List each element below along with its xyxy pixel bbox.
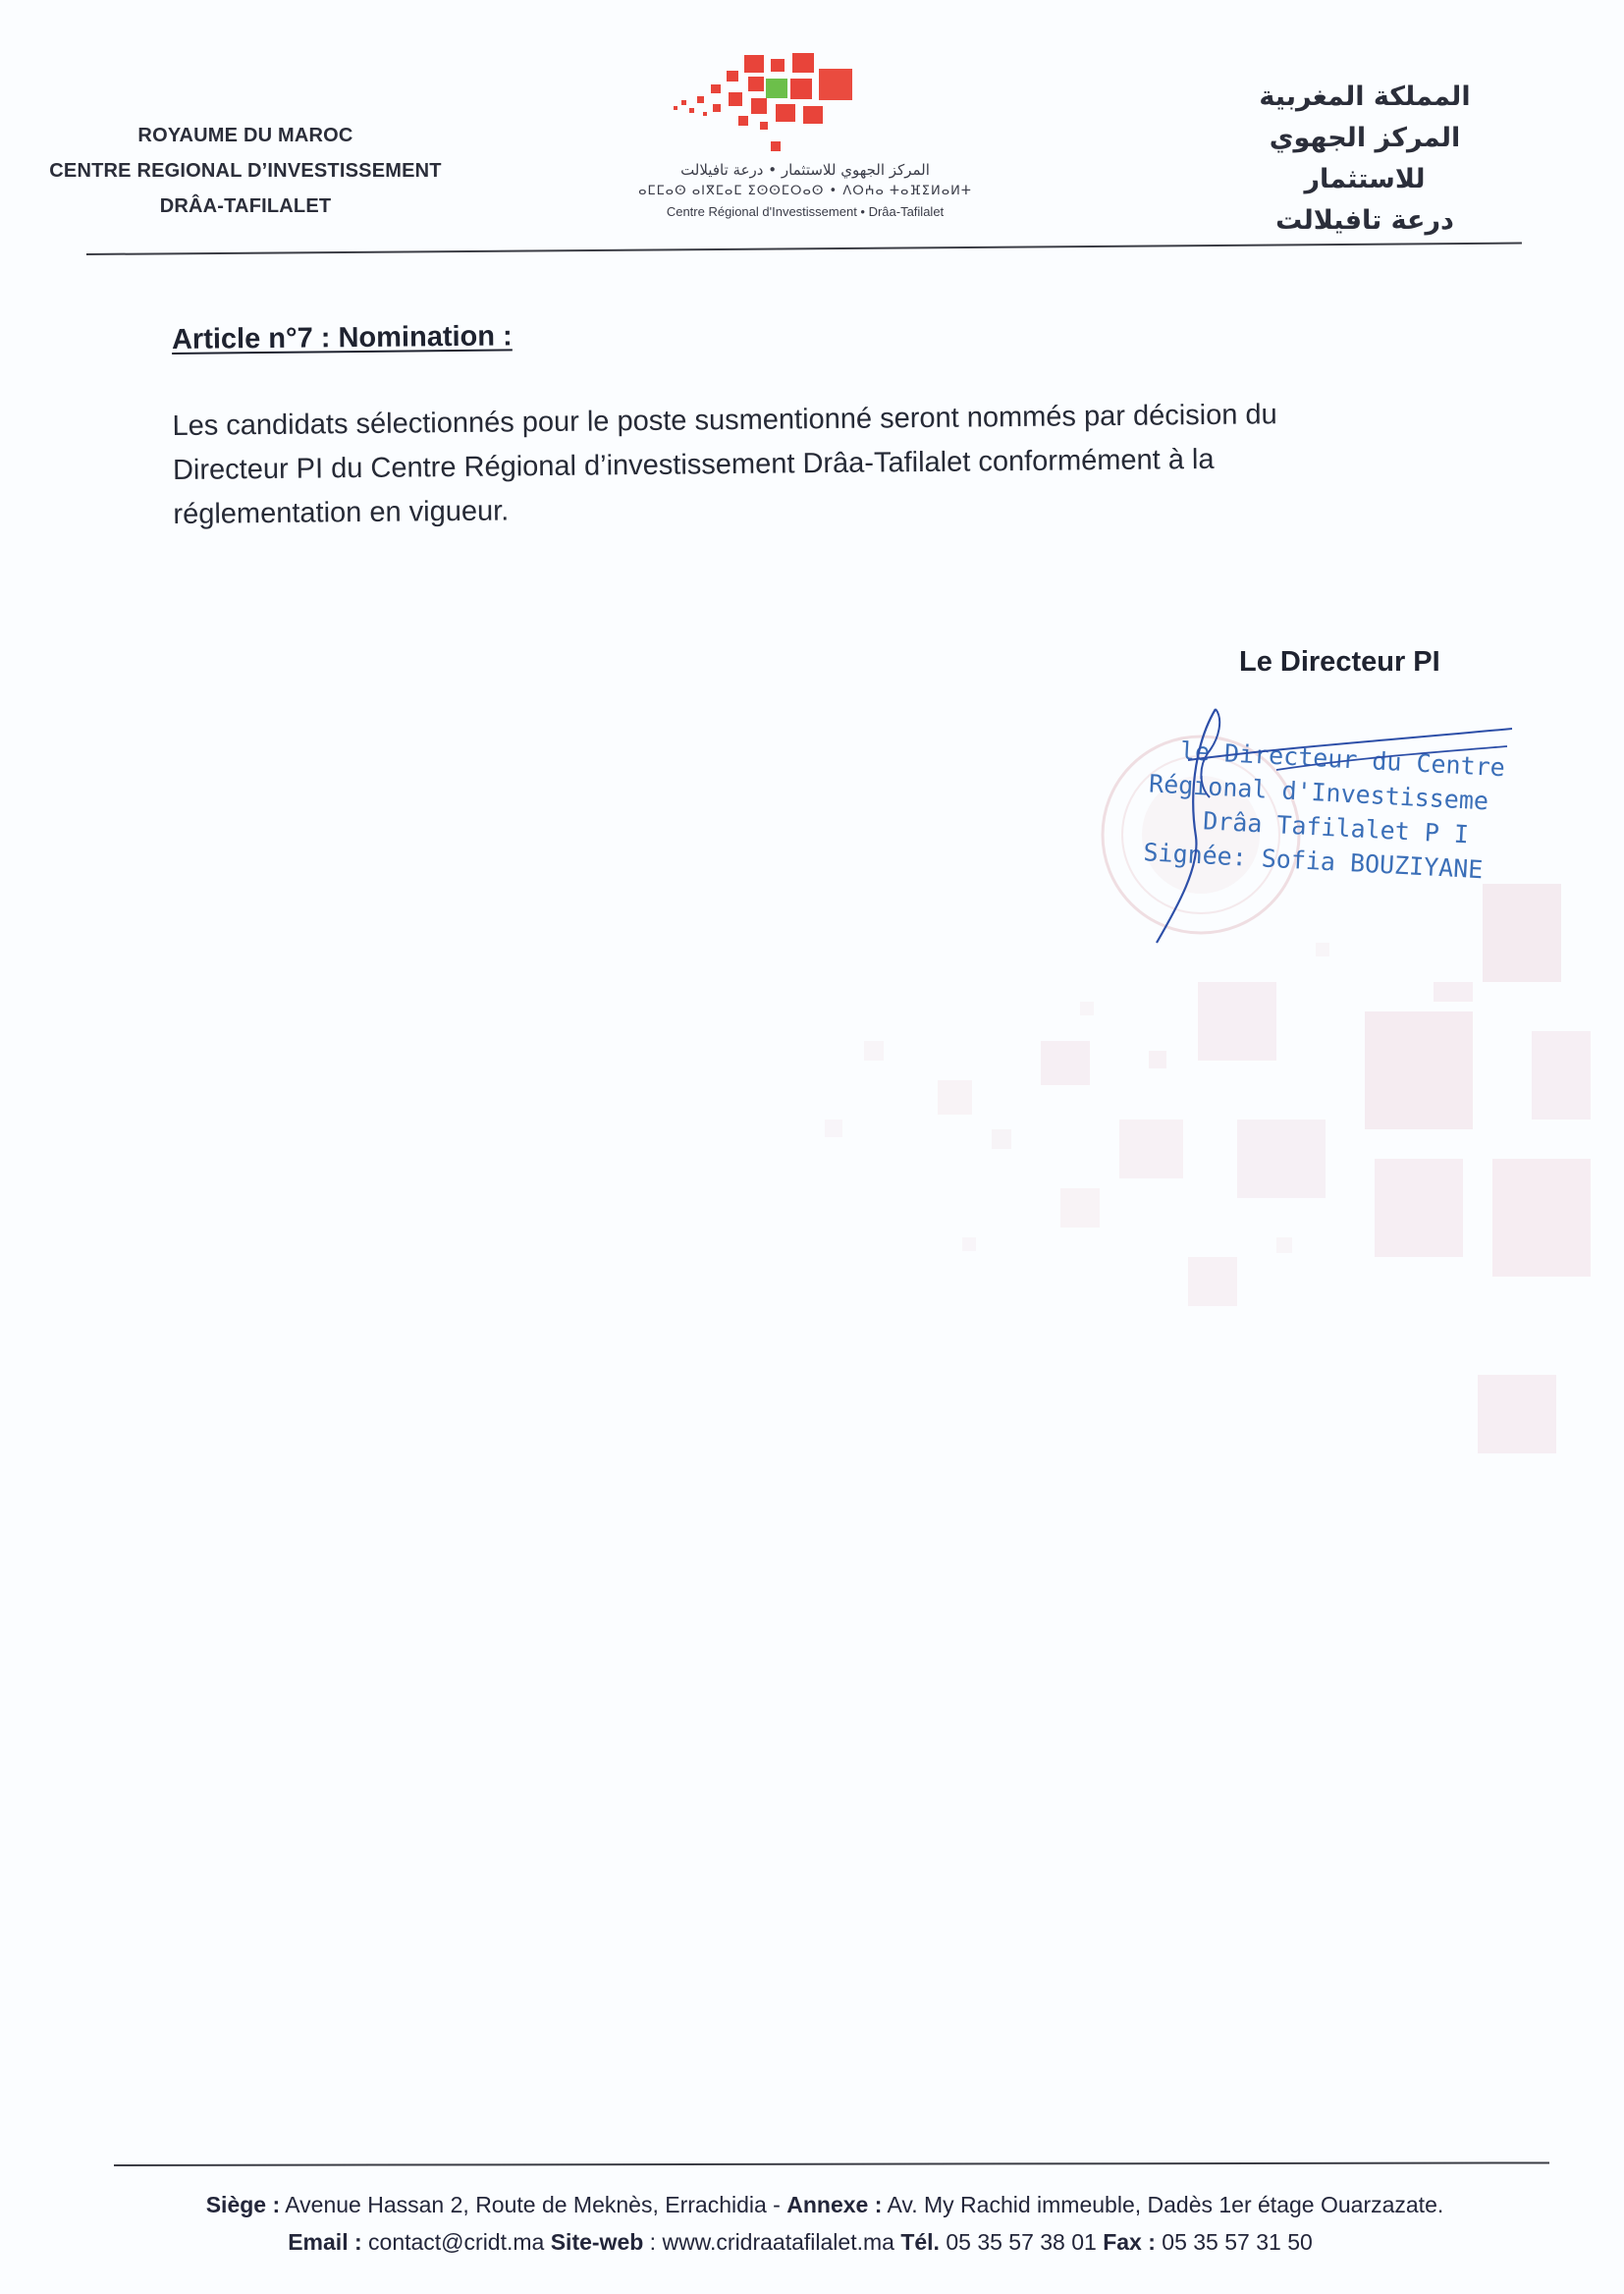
watermark-squares-icon: [766, 864, 1624, 1502]
footer-siege-label: Siège :: [205, 2192, 281, 2217]
logo-french-text: Centre Régional d'Investissement • Drâa-Tafilalet: [666, 204, 945, 219]
logo-wordmark: [609, 159, 1001, 222]
footer-fax-label: Fax :: [1103, 2229, 1156, 2255]
signatory-title: Le Directeur PI: [1239, 646, 1440, 678]
article-line: Les candidats sélectionnés pour le poste susmentionné seront nommés par décision du: [172, 399, 1277, 443]
header-left-institution: [39, 118, 452, 224]
footer-fax-text: 05 35 57 31 50: [1155, 2229, 1313, 2255]
article-line: réglementation en vigueur.: [173, 495, 510, 530]
header-right-line: درعة تافيلالت: [1275, 205, 1454, 236]
footer-site-label: Site-web: [550, 2229, 644, 2255]
footer-site-text: : www.cridraatafilalet.ma: [643, 2229, 901, 2255]
footer-contact-line: [88, 2223, 1512, 2261]
header-right-line: المملكة المغربية: [1259, 82, 1471, 112]
header-divider: [86, 243, 1522, 255]
footer-tel-text: 05 35 57 38 01: [939, 2229, 1104, 2255]
footer-address-line: [137, 2186, 1512, 2223]
footer-contact: [118, 2186, 1512, 2261]
stamp-line: Signée: Sofia BOUZIYANE: [1142, 838, 1485, 885]
footer-annexe-text: Av. My Rachid immeuble, Dadès 1er étage Ouarzazate.: [882, 2192, 1444, 2217]
footer-siege-text: Avenue Hassan 2, Route de Meknès, Errachidia -: [280, 2192, 787, 2217]
footer-divider: [114, 2161, 1549, 2166]
logo-tifinagh-text: ⴰⵎⵎⴰⵙ ⴰⵏⴳⵎⴰⵎ ⵉⵙⵙⵎⵔⴰⵙ • ⴷⵔⵄⴰ ⵜⴰⴼⵉⵍⴰⵍⵜ: [638, 184, 972, 198]
footer-tel-label: Tél.: [900, 2229, 940, 2255]
logo-arabic-text: المركز الجهوي للاستثمار • درعة تافيلالت: [680, 161, 930, 179]
stamp-line: le Directeur du Centre: [1179, 736, 1506, 783]
article-title: Article n°7 : Nomination :: [171, 320, 513, 355]
stamp-line: Drâa Tafilalet P I: [1202, 806, 1470, 849]
header-left-line: CENTRE REGIONAL D’INVESTISSEMENT: [49, 160, 442, 182]
footer-email-text: contact@cridt.ma: [361, 2229, 551, 2255]
footer-email-label: Email :: [288, 2229, 362, 2255]
header-left-line: DRÂA-TAFILALET: [159, 195, 332, 217]
header-left-line: ROYAUME DU MAROC: [137, 125, 353, 146]
header-right-institution: [1218, 77, 1512, 242]
article-line: Directeur PI du Centre Régional d’investissement Drâa-Tafilalet conformément à la: [172, 443, 1215, 486]
stamp-line: Régional d'Investisseme: [1148, 769, 1489, 816]
article-body: [172, 392, 1400, 537]
footer-annexe-label: Annexe :: [786, 2192, 883, 2217]
header-right-line: المركز الجهوي للاستثمار: [1269, 123, 1461, 194]
